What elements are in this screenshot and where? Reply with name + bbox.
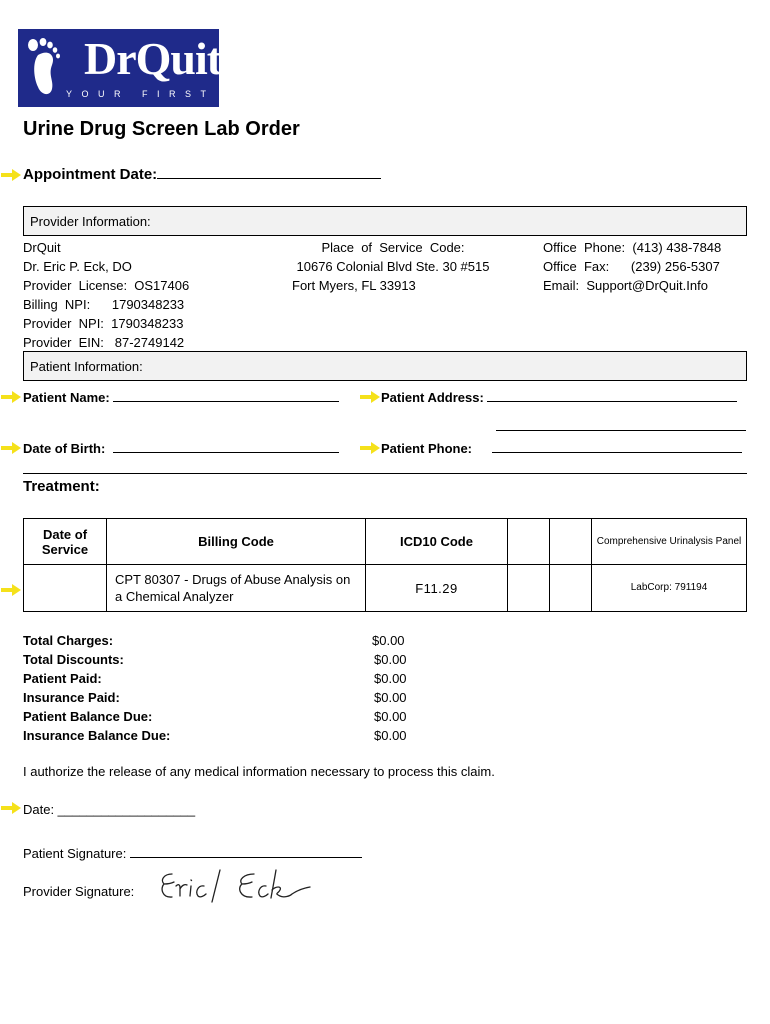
arrow-right-icon [1, 391, 21, 403]
patient-balance-due-value: $0.00 [374, 709, 407, 724]
patient-balance-due-label: Patient Balance Due: [23, 709, 153, 724]
patient-address-line-2[interactable] [496, 430, 746, 431]
total-discounts-value: $0.00 [374, 652, 407, 667]
appointment-date-field[interactable] [23, 166, 381, 183]
provider-left-block [23, 238, 189, 352]
service-address-line2: Fort Myers, FL 33913 [292, 278, 416, 293]
table-row [24, 565, 747, 612]
header-blank-2 [550, 519, 592, 565]
patient-phone-line[interactable] [492, 452, 742, 453]
header-blank-1 [508, 519, 550, 565]
cell-billing-code: CPT 80307 - Drugs of Abuse Analysis on a Chemical Analyzer [107, 565, 366, 612]
place-of-service-block [291, 238, 495, 295]
cell-date-of-service[interactable] [24, 565, 107, 612]
provider-info-header [23, 206, 747, 236]
contact-block [543, 238, 721, 295]
foot-icon [24, 35, 66, 101]
insurance-balance-due-value: $0.00 [374, 728, 407, 743]
dob-line[interactable] [113, 452, 339, 453]
date-field[interactable]: Date: ___________________ [23, 802, 196, 817]
patient-phone-label: Patient Phone: [381, 441, 473, 456]
insurance-paid-label: Insurance Paid: [23, 690, 120, 705]
table-header-row [24, 519, 747, 565]
provider-npi: Provider NPI: 1790348233 [23, 316, 184, 331]
treatment-label: Treatment: [23, 478, 100, 495]
provider-info-label: Provider Information: [30, 214, 151, 229]
patient-info-label: Patient Information: [30, 359, 143, 374]
header-icd10-code: ICD10 Code [366, 519, 508, 565]
patient-address-field[interactable] [381, 390, 737, 405]
office-fax: Office Fax: (239) 256-5307 [543, 259, 720, 274]
cell-labcorp-code: LabCorp: 791194 [592, 565, 747, 612]
patient-info-header [23, 351, 747, 381]
billing-npi: Billing NPI: 1790348233 [23, 297, 185, 312]
arrow-right-icon [1, 584, 21, 596]
insurance-paid-value: $0.00 [374, 690, 407, 705]
insurance-balance-due-label: Insurance Balance Due: [23, 728, 171, 743]
arrow-right-icon [360, 442, 380, 454]
logo-tagline: YOUR FIRST STEP [66, 89, 289, 99]
authorization-text: I authorize the release of any medical information necessary to process this claim. [23, 764, 495, 779]
cell-blank-2 [550, 565, 592, 612]
page-title: Urine Drug Screen Lab Order [23, 118, 300, 140]
provider-signature [158, 866, 314, 906]
total-charges-label: Total Charges: [23, 633, 114, 648]
cell-icd10-code: F11.29 [366, 565, 508, 612]
total-charges-value: $0.00 [372, 633, 405, 648]
provider-name: Dr. Eric P. Eck, DO [23, 259, 132, 274]
office-phone: Office Phone: (413) 438-7848 [543, 240, 722, 255]
patient-paid-value: $0.00 [374, 671, 407, 686]
totals-labels [23, 631, 170, 745]
header-urinalysis-panel: Comprehensive Urinalysis Panel [592, 519, 747, 565]
provider-license: Provider License: OS17406 [23, 278, 190, 293]
totals-values [372, 631, 407, 745]
arrow-right-icon [1, 442, 21, 454]
patient-signature-field[interactable] [23, 846, 362, 861]
divider-line [23, 473, 747, 474]
logo-name: DrQuit [84, 33, 222, 84]
header-date-of-service: Date of Service [24, 519, 107, 565]
appointment-date-line[interactable] [157, 178, 381, 179]
provider-ein: Provider EIN: 87-2749142 [23, 335, 185, 350]
header-billing-code: Billing Code [107, 519, 366, 565]
cell-blank-1 [508, 565, 550, 612]
service-address-line1: 10676 Colonial Blvd Ste. 30 #515 [296, 259, 490, 274]
arrow-right-icon [1, 169, 21, 181]
treatment-table [23, 518, 747, 612]
dob-label: Date of Birth: [23, 441, 106, 456]
patient-signature-line[interactable] [130, 857, 362, 858]
patient-signature-label: Patient Signature: [23, 846, 127, 861]
patient-name-field[interactable] [23, 390, 339, 405]
patient-phone-field[interactable] [381, 441, 742, 456]
provider-signature-label: Provider Signature: [23, 884, 135, 899]
total-discounts-label: Total Discounts: [23, 652, 124, 667]
arrow-right-icon [1, 802, 21, 814]
patient-address-line[interactable] [487, 401, 737, 402]
dob-field[interactable] [23, 441, 339, 456]
practice-name: DrQuit [23, 240, 61, 255]
patient-name-line[interactable] [113, 401, 339, 402]
patient-name-label: Patient Name: [23, 390, 110, 405]
patient-paid-label: Patient Paid: [23, 671, 102, 686]
email: Email: Support@DrQuit.Info [543, 278, 708, 293]
drquit-logo [18, 29, 289, 107]
place-of-service-label: Place of Service Code: [321, 240, 465, 255]
patient-address-label: Patient Address: [381, 390, 484, 405]
arrow-right-icon [360, 391, 380, 403]
appointment-date-label: Appointment Date: [23, 166, 158, 183]
